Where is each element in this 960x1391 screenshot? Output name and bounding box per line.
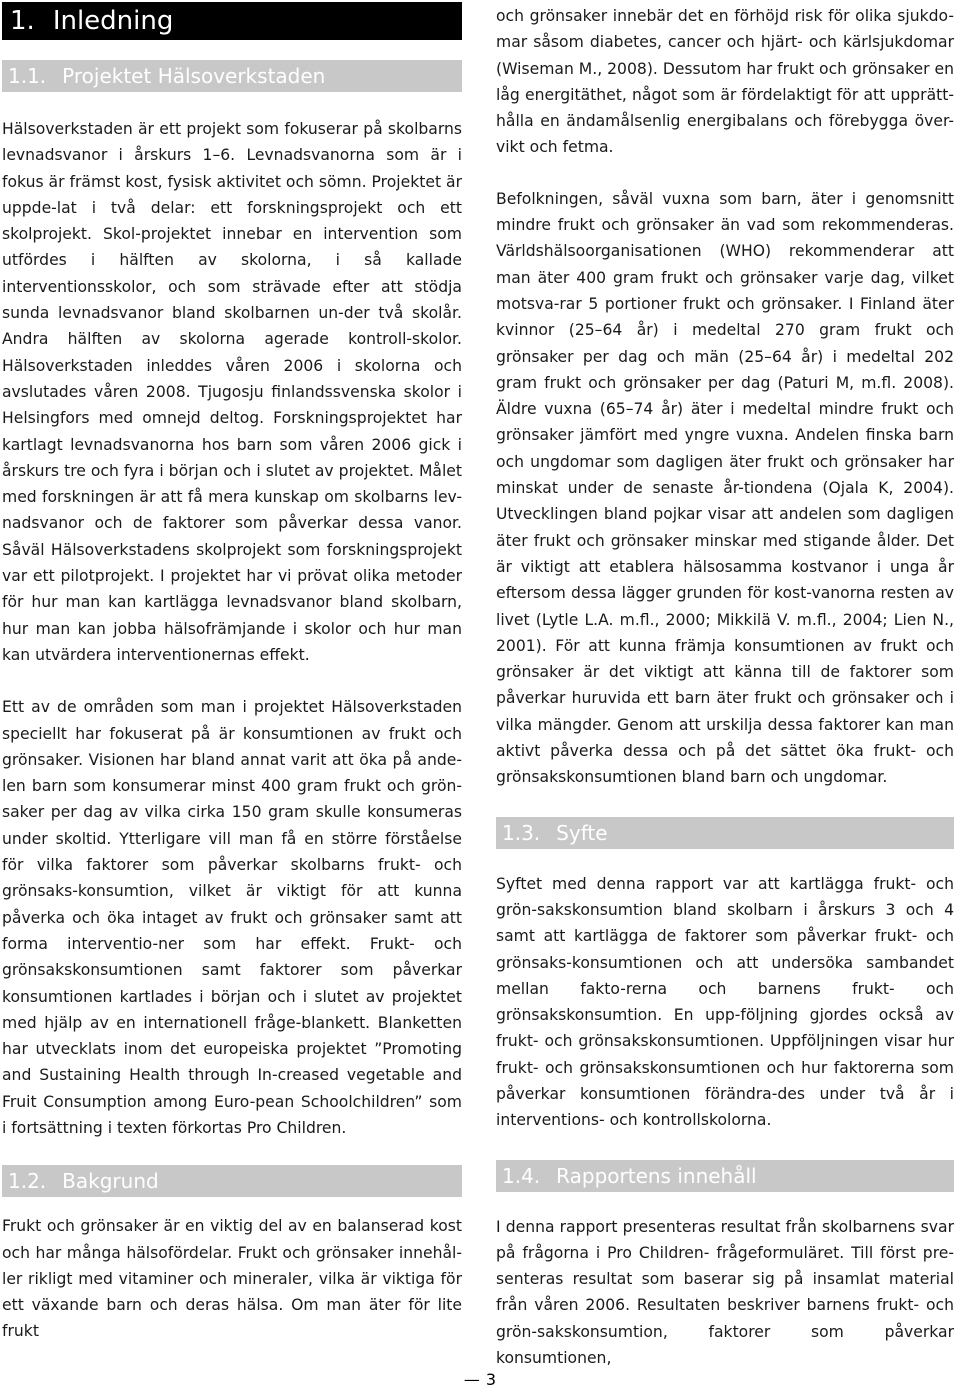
chapter-heading xyxy=(2,2,462,40)
section-number: 1.2. xyxy=(8,1169,47,1194)
paragraph-project-intro: Hälsoverkstaden är ett projekt som fokuserar på skolbarns levnadsvanor i årskurs 1–6. Levnadsvanorna som är i fokus är främst kost, fysisk aktivitet och sömn. Projektet är uppde-lat i två delar: ett forskningsprojekt och ett skolprojekt. Skol-projektet innebar en intervention som utfördes i hälften av skolorna, i så kallade interventionsskolor, och som strävade efter att stödja sunda levnadsvanor bland skolbarnen un-der två skolår. Andra hälften av skolorna agerade kontroll-skolor. Hälsoverkstaden inleddes våren 2006 i skolorna och avslutades våren 2008. Tjugosju finlandssvenska skolor i Helsingfors med omnejd deltog. Forskningsprojektet har kartlagt levnadsvanorna hos barn som våren 2006 gick i årskurs tre och fyra i början och i slutet av projektet. Målet med forskningen är att få mera kunskap om skolbarns lev-nadsvanor och de faktorer som påverkar dessa vanor. Såväl Hälsoverkstadens skolprojekt som forskningsprojekt var ett pilotprojekt. I projektet har vi prövat olika metoder för hur man kan kartlägga levnadsvanor bland skolbarn, hur man kan jobba hälsofrämjande i skolor och hur man kan utvärdera interventionernas effekt. xyxy=(2,120,462,664)
paragraph-population: Befolkningen, såväl vuxna som barn, äter i genomsnitt mindre frukt och grönsaker än vad som rekommenderas. Världshälsoorganisationen (WHO) rekommenderar att man äter 400 gram frukt och grönsaker varje dag, vilket motsva-rar 5 portioner frukt och grönsaker. I Finland äter kvinnor (25–64 år) i medeltal 270 gram frukt och grönsaker per dag och män (25–64 år) i medeltal 202 gram frukt och grönsaker per dag (Paturi M, m.fl. 2008). Äldre vuxna (65–74 år) äter i medeltal mindre frukt och grönsaker jämfört med yngre vuxna. Andelen finska barn och ungdomar som dagligen äter frukt och grönsaker har minskat under de senaste år-tiondena (Ojala K, 2004). Utvecklingen bland pojkar visar att andelen som dagligen äter frukt och grönsaker minskar med stigande ålder. Det är viktigt att etablera hälsosamma kostvanor i unga år eftersom dessa lägger grunden för kost-vanorna resten av livet (Lytle L.A. m.fl., 2000; Mikkilä V. m.fl., 2004; Lien N., 2001). För att kunna främja konsumtionen av frukt och grönsaker är det viktigt att känna till de faktorer som påverkar huruvida ett barn äter frukt och grönsaker och i vilka mängder. Genom att urskilja dessa faktorer kan man aktivt påverka dessa och på det sättet öka frukt- och grönsakskonsumtionen bland barn och ungdomar. xyxy=(496,189,954,787)
section-number: 1.3. xyxy=(502,820,541,845)
section-title: Bakgrund xyxy=(62,1169,159,1194)
chapter-title: Inledning xyxy=(52,6,174,36)
chapter-number: 1. xyxy=(10,6,35,36)
section-heading-1-2 xyxy=(2,1165,462,1197)
section-heading-1-1 xyxy=(2,60,462,92)
paragraph-report-content: I denna rapport presenteras resultat från skolbarnens svar på frågorna i Pro Children- frågeformuläret. Till först pre-senteras resultat som baserar sig på insamlat material från våren 2006. Resultaten beskriver barnens frukt- och grön-sakskonsumtion, faktorer som påverkar konsumtionen, xyxy=(496,1217,954,1368)
section-title: Projektet Hälsoverkstaden xyxy=(62,64,326,88)
footer-dash: — xyxy=(463,1370,480,1389)
paragraph-purpose: Syftet med denna rapport var att kartlägga frukt- och grön-sakskonsumtion bland skolbarn i årskurs 3 och 4 samt att kartlägga de faktorer som påverkar frukt- och grönsaks-konsumtionen och att undersöka sambandet mellan fakto-rerna och barnens frukt- och grönsakskonsumtion. En upp-följning gjordes också av frukt- och grönsakskonsumtionen. Uppföljningen visar hur frukt- och grönsakskonsumtionen och hur faktorerna som påverkar konsumtionen förändra-des under två år i interventions- och kontrollskolorna. xyxy=(496,874,954,1130)
section-number: 1.4. xyxy=(502,1163,541,1188)
paragraph-background-cont: och grönsaker innebär det en förhöjd risk för olika sjukdo-mar såsom diabetes, cancer och hjärt- och kärlsjukdomar (Wiseman M., 2008). Dessutom har frukt och grönsaker en låg energitäthet, något som är fördelaktigt för att upprätt-hålla en ändamålsenlig energibalans och förebygga över-vikt och fetma. xyxy=(496,7,954,157)
section-title: Rapportens innehåll xyxy=(556,1163,757,1188)
section-heading-1-4 xyxy=(496,1160,954,1192)
paragraph-fruit-focus: Ett av de områden som man i projektet Hälsoverkstaden speciellt har fokuserat på är konsumtionen av frukt och grönsaker. Visionen har bland annat varit att öka på ande-len barn som konsumerar minst 400 gram frukt och grön-saker per dag av vilka cirka 150 gram skulle konsumeras under skoltid. Ytterligare vill man få en större förståelse för vilka faktorer som påverkar skolbarns frukt- och grönsaks-konsumtion, vilket är viktigt för att kunna påverka och öka intaget av frukt och grönsaker samt att forma interventio-ner som har effekt. Frukt- och grönsakskonsumtionen samt faktorer som påverkar konsumtionen kartlades i början och i slutet av projektet med hjälp av en internationell fråge-blankett. Blanketten har utvecklats inom det europeiska projektet ”Promoting and Sustaining Health through In-creased vegetable and Fruit Consumption among Euro-pean Schoolchildren” som i fortsättning i texten förkortas Pro Children. xyxy=(2,698,462,1137)
section-title: Syfte xyxy=(556,820,608,845)
section-number: 1.1. xyxy=(8,64,47,88)
page-footer xyxy=(0,1370,960,1389)
section-heading-1-3 xyxy=(496,817,954,849)
paragraph-background-start: Frukt och grönsaker är en viktig del av en balanserad kost och har många hälsofördelar. Frukt och grönsaker innehål-ler rikligt med vitaminer och mineraler, vilka är viktiga för ett växande barn och deras hälsa. Om man äter för lite frukt xyxy=(2,1217,462,1341)
right-column xyxy=(496,0,954,1371)
page-number: 3 xyxy=(485,1370,497,1389)
left-column xyxy=(2,0,462,1345)
